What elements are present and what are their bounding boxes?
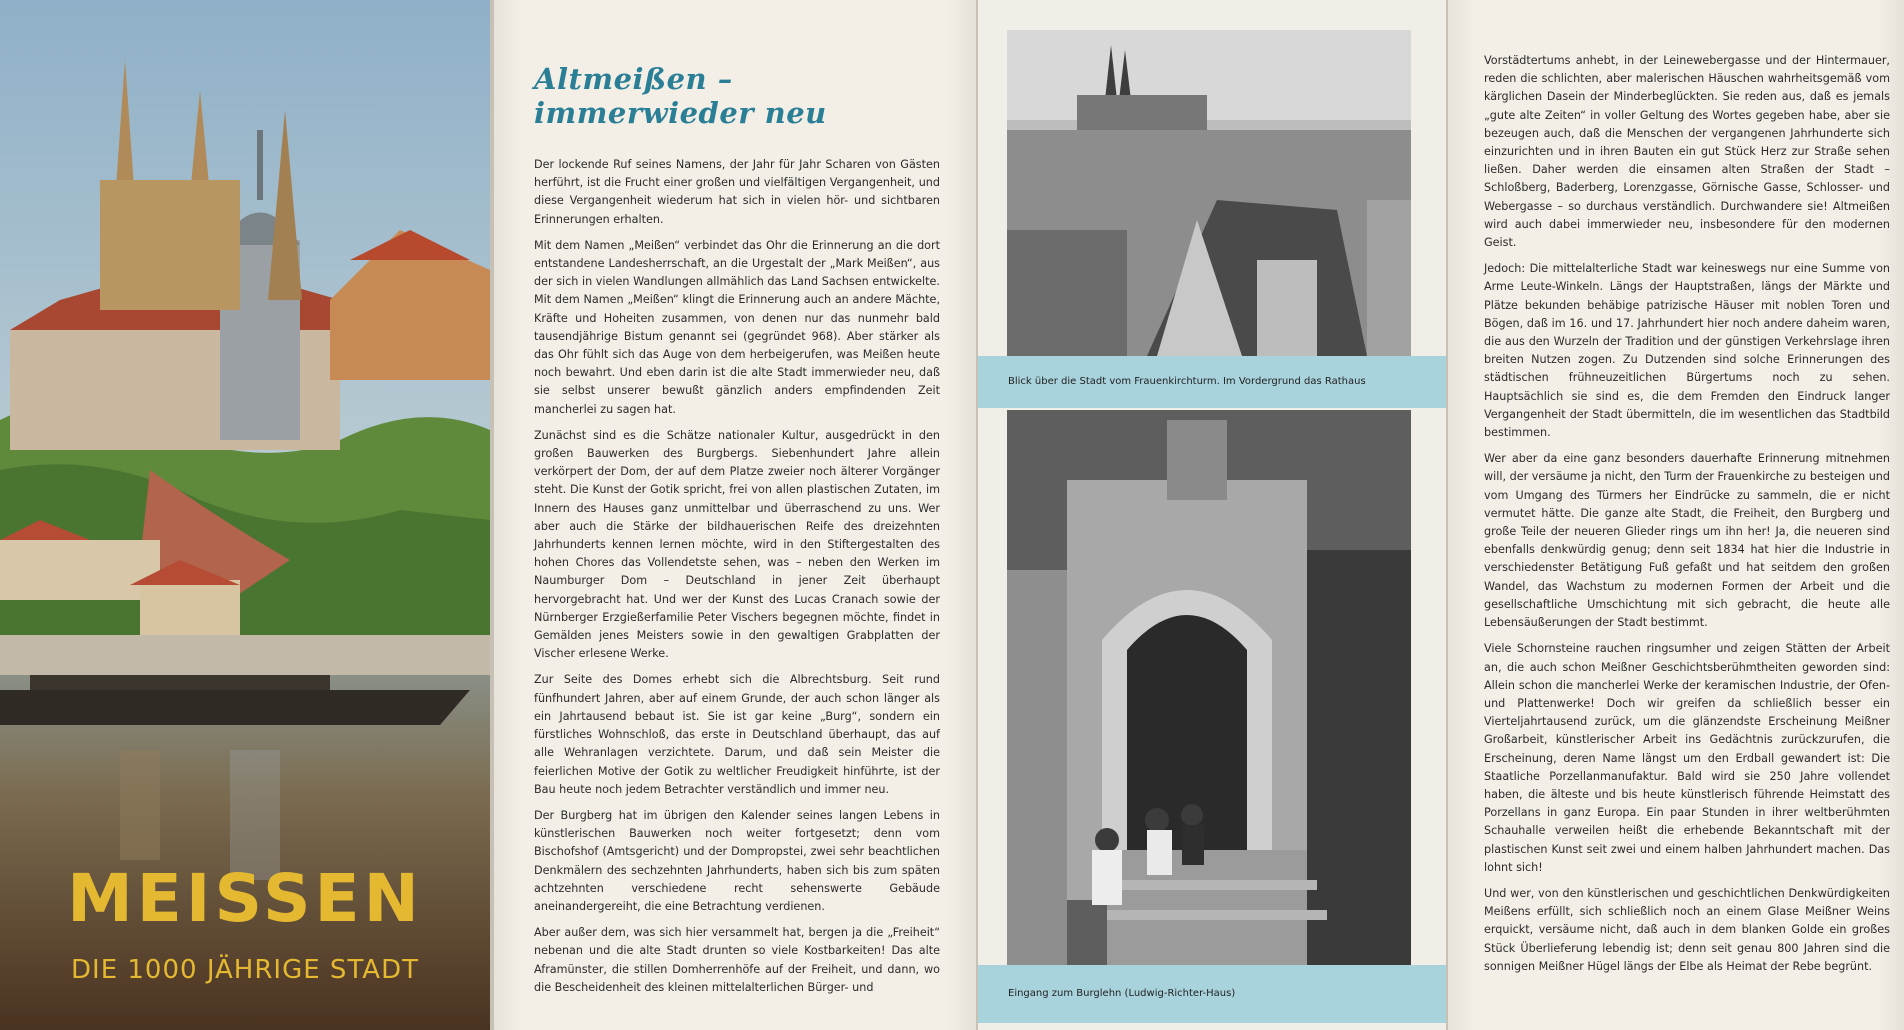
text-panel-left [494, 0, 976, 1030]
headline: Altmeißen – immerwieder neu [534, 62, 827, 130]
paragraph: Zur Seite des Domes erhebt sich die Albrechtsburg. Seit rund fünfhundert Jahren, aber auf einem Grunde, der auch schon länger als ein Jahrtausend bebaut ist. Sie ist gar keine „Burg“, sondern ein fürstliches Wohnschloß, das erste in Deutschland überhaupt, das auf alle Wehranlagen verzichtete. Darum, und daß sein Meister die feierlichen Motive der Gotik zu weltlicher Freudigkeit hinführte, ist der Bau heute noch jedem Betrachter verständlich und immer neu. [534, 673, 940, 796]
cover-subtitle: DIE 1000 JÄHRIGE STADT [71, 955, 419, 985]
cover-title: MEISSEN [67, 860, 423, 937]
photo-panel [978, 0, 1446, 1030]
paragraph: Zunächst sind es die Schätze nationaler Kultur, ausgedrückt in den großen Bauwerken des Burgbergs. Siebenhundert Jahre allein verkörpert der Dom, der auf dem Platze zweier noch älterer Vorgänger steht. Die Kunst der Gotik spricht, frei von allen plastischen Zutaten, im Innern des Hauses ganz unmittelbar und überraschend zu uns. Wer aber auch die Stärke der bildhauerischen Reife des dreizehnten Jahrhunderts kennen lernen möchte, wird in den Stiftergestalten des hohen Chores das Vollendetste sehen, was – neben den Werken im Naumburger Dom – Deutschland in jener Zeit überhaupt hervorgebracht hat. Und wer der Kunst des Lucas Cranach sowie der Nürnberger Erzgießerfamilie Peter Vischers begegnen möchte, findet in Gemälden jenes Meisters sowie in den gewaltigen Grabplatten der Vischer erlesene Werke. [534, 428, 940, 661]
paragraph: Viele Schornsteine rauchen ringsumher und zeigen Stätten der Arbeit an, die auch schon Meißner Geschichtsberühmtheiten geworden sind: Allein schon die mancherlei Werke der keramischen Industrie, der Ofen- und Plattenwerke! Doch wir greifen da schließlich besser ein Vierteljahrtausend zurück, um die glänzendste Erscheinung Meißner Großarbeit, künstlerischer Arbeit ins Gedächtnis zurückzurufen, die Erscheinung, deren Name längst um den Erdball gewandert ist: Die Staatliche Porzellanmanufaktur. Bald wird sie 250 Jahre vollendet haben, die älteste und bis heute künstlerisch führende Heimstatt des Porzellans in ganz Europa. Ein paar Stunden in ihrer weltberühmten Schauhalle verweilen heißt die erhebende Bekanntschaft mit der plastischen Kunst seit zwei und einem halben Jahrhundert machen. Das lohnt sich! [1484, 642, 1890, 874]
cover-panel [0, 0, 490, 1030]
paragraph: Wer aber da eine ganz besonders dauerhafte Erinnerung mitnehmen will, der versäume ja nicht, den Turm der Frauenkirche zu besteigen und vom Umgang des Türmers her Eindrücke zu sammeln, die er nicht vermutet hätte. Die ganze alte Stadt, die Freiheit, den Burgberg und große Teile der neueren Glieder rings um ihn her! Ja, die neueren sind ebenfalls denkwürdig genug; denn seit 1834 hat hier die Industrie in verschiedenster Betätigung Fuß gefaßt und hat seitdem den großen Wandel, das Wachstum zu modernen Formen der Arbeit und die gesellschaftliche Umschichtung mit sich gebracht, die heute alle Lebensäußerungen der Stadt bestimmt. [1484, 452, 1890, 630]
paragraph: Aber außer dem, was sich hier versammelt hat, bergen ja die „Freiheit“ nebenan und die alte Stadt drunten so viele Kostbarkeiten! Das alte Aframünster, die stillen Domherrenhöfe auf der Freiheit, und dann, wo die Bescheidenheit des kleinen mittelalterlichen Bürger- und [534, 926, 940, 994]
paragraph: Vorstädtertums anhebt, in der Leinewebergasse und der Hintermauer, reden die schlichten, aber malerischen Häuschen wahrheitsgemäß vom kärglichen Dasein der Minderbeglückten. Sie reden aus, daß es jemals „gute alte Zeiten“ in voller Geltung des Wortes gegeben habe, aber sie bezeugen auch, daß die Menschen der vergangenen Jahrhunderte sich einzurichten und in ihren Bauten ein gut Stück Herz zur Straße sehen ließen. Daher werden die einsamen alten Straßen der Stadt – Schloßberg, Baderberg, Lorenzgasse, Görnische Gasse, Schlosser- und Webergasse – so durchaus verständlich. Durchwandere sie! Altmeißen wird auch dabei immerwieder neu, insbesondere für den modernen Geist. [1484, 54, 1890, 250]
paragraph: Der Burgberg hat im übrigen den Kalender seines langen Lebens in künstlerischen Bauwerken noch weiter fortgesetzt; denn vom Bischofshof (Amtsgericht) und der Dompropstei, zwei sehr beachtlichen Denkmälern des sechzehnten Jahrhunderts, haben sich bis zum späten achtzehnten verschiedene recht sehenswerte Gebäude aneinandergereiht, die eine Betrachtung verdienen. [534, 808, 940, 913]
paragraph: Jedoch: Die mittelalterliche Stadt war keineswegs nur eine Summe von Arme Leute-Winkeln. Längs der Hauptstraßen, längs der Märkte und Plätze bekunden behäbige patrizische Häuser mit noblen Toren und Bögen, daß im 16. und 17. Jahrhundert hier noch andere daheim waren, die aus den Wurzeln der Tradition und der günstigen Verkehrslage ihren breiten Nutzen zogen. Zu Dutzenden sind solche Erinnerungen des städtischen frühneuzeitlichen Bürgertums noch zu sehen. Hauptsächlich sie sind es, die dem Fremden den Eindruck langer Vergangenheit der Stadt übermitteln, die im wesentlichen das Stadtbild bestimmen. [1484, 262, 1890, 440]
paragraph: Mit dem Namen „Meißen“ verbindet das Ohr die Erinnerung an die dort entstandene Landesherrschaft, an die Urgestalt der „Mark Meißen“, aus der sich in vielen Wandlungen allmählich das Land Sachsen entwickelte. Mit dem Namen „Meißen“ klingt die Erinnerung auch an andere Mächte, Kräfte und Hoheiten zusammen, von denen nur das nunmehr bald tausendjährige Bistum genannt sei (gegründet 968). Aber stärker als das Ohr fühlt sich das Auge von dem herbeigerufen, was Meißen heute noch bewahrt. Und eben darin ist die alte Stadt immerwieder neu, daß sie selbst unserer bewußt gänzlich anders empfindenden Zeit mancherlei zu sagen hat. [534, 238, 940, 416]
caption-entrance: Eingang zum Burglehn (Ludwig-Richter-Haus) [978, 965, 1446, 1023]
burglehn-entrance-photo [1007, 410, 1411, 965]
paragraph: Und wer, von den künstlerischen und geschichtlichen Denkwürdigkeiten Meißens erfüllt, sich schließlich noch an einem Glase Meißner Weins erquickt, versäume nicht, daß auch in dem blanken Golde ein großes Stück Überlieferung lebendig ist; denn seit genau 800 Jahren sind die sonnigen Meißner Hügel längs der Elbe als Heimat der Rebe begrünt. [1484, 886, 1890, 973]
city-view-photo [1007, 30, 1411, 356]
paragraph: Der lockende Ruf seines Namens, der Jahr für Jahr Scharen von Gästen herführt, ist die Frucht einer großen und vielfältigen Vergangenheit, und diese Vergangenheit wiederum hat sich in vielen hör- und sichtbaren Erinnerungen erhalten. [534, 158, 940, 226]
caption-city-view: Blick über die Stadt vom Frauenkirchturm. Im Vordergrund das Rathaus [978, 356, 1446, 408]
text-panel-right [1448, 0, 1904, 1030]
